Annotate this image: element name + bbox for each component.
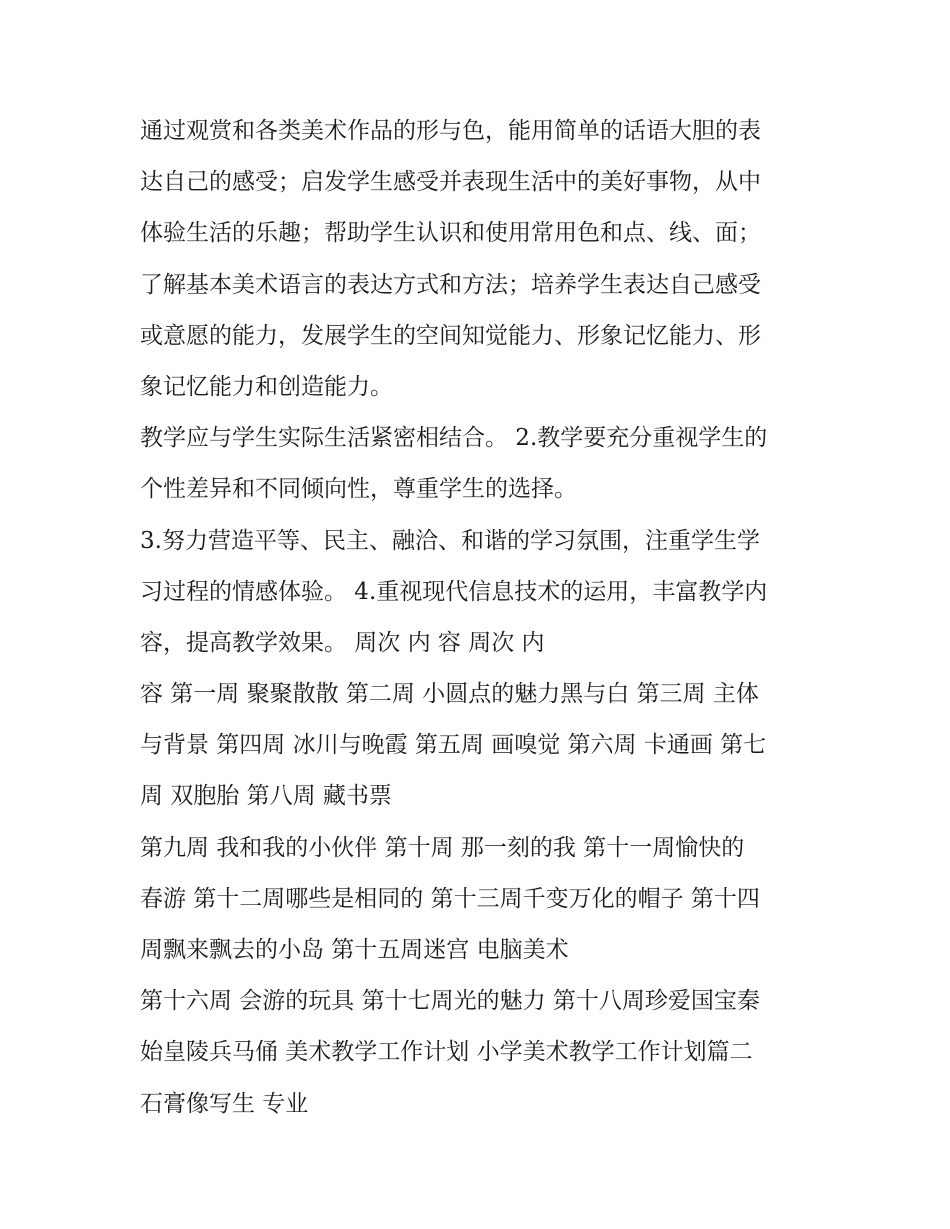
text-line: 体验生活的乐趣；帮助学生认识和使用常用色和点、线、面； bbox=[140, 220, 761, 247]
text-line: 达自己的感受；启发学生感受并表现生活中的美好事物，从中 bbox=[140, 169, 761, 196]
text-line: 容，提高教学效果。 周次 内 容 周次 内 bbox=[140, 629, 545, 656]
text-line: 个性差异和不同倾向性，尊重学生的选择。 bbox=[140, 476, 577, 503]
text-line: 习过程的情感体验。 4.重视现代信息技术的运用，丰富教学内 bbox=[140, 578, 768, 605]
text-line: 与背景 第四周 冰川与晚霞 第五周 画嗅觉 第六周 卡通画 第七 bbox=[140, 732, 767, 759]
text-line: 周 双胞胎 第八周 藏书票 bbox=[140, 783, 392, 810]
text-line: 第十六周 会游的玩具 第十七周光的魅力 第十八周珍爱国宝秦 bbox=[140, 988, 760, 1015]
text-line: 石膏像写生 专业 bbox=[140, 1090, 309, 1117]
text-line: 象记忆能力和创造能力。 bbox=[140, 373, 393, 400]
text-line: 或意愿的能力，发展学生的空间知觉能力、形象记忆能力、形 bbox=[140, 322, 761, 349]
text-line: 春游 第十二周哪些是相同的 第十三周千变万化的帽子 第十四 bbox=[140, 885, 760, 912]
text-line: 容 第一周 聚聚散散 第二周 小圆点的魅力黑与白 第三周 主体 bbox=[140, 681, 759, 708]
text-line: 始皇陵兵马俑 美术教学工作计划 小学美术教学工作计划篇二 bbox=[140, 1039, 753, 1066]
text-line: 了解基本美术语言的表达方式和方法；培养学生表达自己感受 bbox=[140, 271, 761, 298]
document-body bbox=[140, 106, 830, 1130]
text-line: 第九周 我和我的小伙伴 第十周 那一刻的我 第十一周愉快的 bbox=[140, 834, 745, 861]
text-line: 通过观赏和各类美术作品的形与色，能用简单的话语大胆的表 bbox=[140, 118, 761, 144]
text-line: 3.努力营造平等、民主、融洽、和谐的学习氛围，注重学生学 bbox=[140, 527, 760, 554]
text-line: 教学应与学生实际生活紧密相结合。 2.教学要充分重视学生的 bbox=[140, 425, 768, 452]
text-line: 周飘来飘去的小岛 第十五周迷宫 电脑美术 bbox=[140, 937, 569, 963]
